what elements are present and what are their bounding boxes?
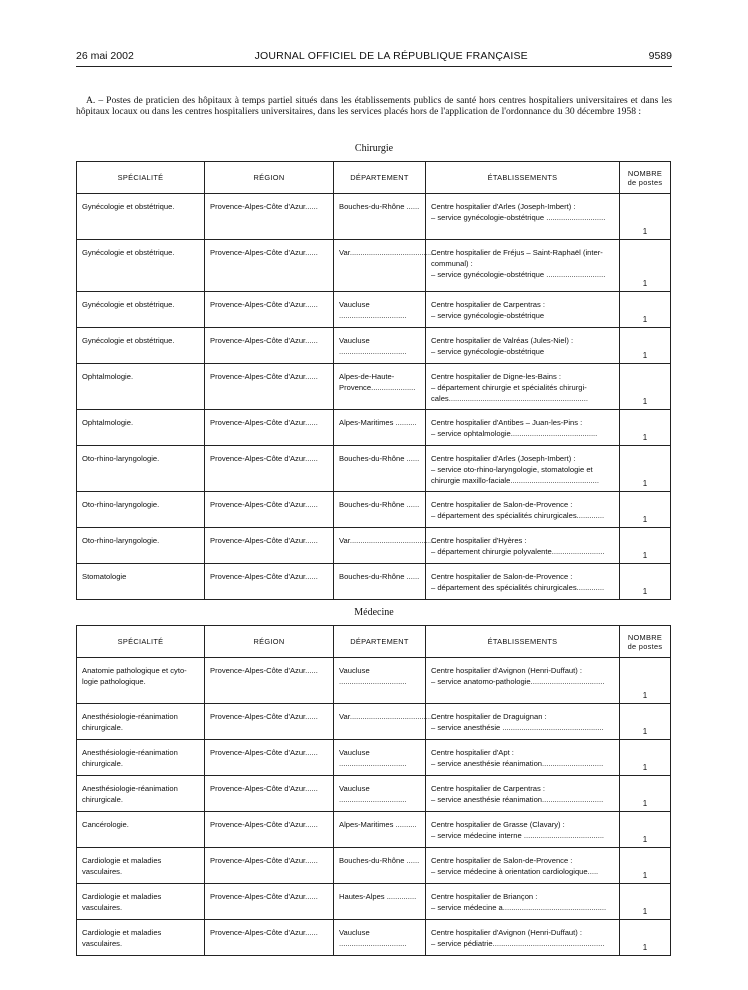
- table-row: [77, 848, 671, 884]
- table-row: [77, 776, 671, 812]
- cell-nombre: 1: [620, 240, 671, 292]
- cell-specialite: Anesthésiologie-réanimation chirurgicale.: [77, 704, 205, 740]
- cell-nombre: 1: [620, 292, 671, 328]
- cell-etablissement: Centre hospitalier de Fréjus – Saint-Raphaël (inter- communal) : – service gynécologie-obstétrique ............................: [426, 240, 620, 292]
- cell-etablissement: Centre hospitalier d'Antibes – Juan-les-Pins : – service ophtalmologie.........................................: [426, 410, 620, 446]
- cell-region: Provence-Alpes-Côte d'Azur......: [205, 528, 334, 564]
- header-nombre: NOMBRE de postes: [620, 626, 671, 658]
- cell-region: Provence-Alpes-Côte d'Azur......: [205, 492, 334, 528]
- cell-region: Provence-Alpes-Côte d'Azur......: [205, 704, 334, 740]
- cell-nombre: 1: [620, 328, 671, 364]
- cell-specialite: Stomatologie: [77, 564, 205, 600]
- cell-nombre: 1: [620, 884, 671, 920]
- table-row: [77, 704, 671, 740]
- header-nombre: NOMBRE de postes: [620, 162, 671, 194]
- header-specialite: SPÉCIALITÉ: [77, 626, 205, 658]
- header-rule: [76, 66, 672, 67]
- cell-nombre: 1: [620, 410, 671, 446]
- header-date: 26 mai 2002: [76, 50, 134, 62]
- cell-departement: Bouches-du-Rhône ......: [334, 194, 426, 240]
- cell-departement: Vaucluse ................................: [334, 740, 426, 776]
- cell-departement: Vaucluse ................................: [334, 920, 426, 956]
- cell-etablissement: Centre hospitalier de Grasse (Clavary) : – service médecine interne ......................................: [426, 812, 620, 848]
- cell-specialite: Cardiologie et maladies vasculaires.: [77, 920, 205, 956]
- cell-departement: Bouches-du-Rhône ......: [334, 848, 426, 884]
- cell-nombre: 1: [620, 740, 671, 776]
- table-row: [77, 410, 671, 446]
- header-region: RÉGION: [205, 162, 334, 194]
- page-header: [76, 48, 672, 64]
- table-row: [77, 492, 671, 528]
- table-row: [77, 920, 671, 956]
- cell-departement: Alpes-Maritimes ..........: [334, 812, 426, 848]
- table-body: [77, 658, 671, 956]
- cell-region: Provence-Alpes-Côte d'Azur......: [205, 240, 334, 292]
- cell-departement: Vaucluse ................................: [334, 292, 426, 328]
- cell-specialite: Oto-rhino-laryngologie.: [77, 446, 205, 492]
- table-chirurgie: [76, 161, 671, 600]
- cell-region: Provence-Alpes-Côte d'Azur......: [205, 812, 334, 848]
- cell-region: Provence-Alpes-Côte d'Azur......: [205, 194, 334, 240]
- cell-departement: Var.........................................: [334, 240, 426, 292]
- header-departement: DÉPARTEMENT: [334, 626, 426, 658]
- cell-region: Provence-Alpes-Côte d'Azur......: [205, 658, 334, 704]
- table-row: [77, 240, 671, 292]
- cell-etablissement: Centre hospitalier de Salon-de-Provence : – département des spécialités chirurgicales.............: [426, 564, 620, 600]
- table-header-row: [77, 162, 671, 194]
- intro-paragraph: A. – Postes de praticien des hôpitaux à temps partiel situés dans les établissements publics de santé hors centres hospitaliers universitaires et dans les hôpitaux locaux ou dans les centres hospitaliers universitaires, dans les services placés hors de l'application de l'ordonnance du 30 décembre 1958 :: [76, 95, 672, 117]
- cell-region: Provence-Alpes-Côte d'Azur......: [205, 740, 334, 776]
- cell-nombre: 1: [620, 920, 671, 956]
- cell-etablissement: Centre hospitalier de Carpentras : – service gynécologie-obstétrique: [426, 292, 620, 328]
- cell-specialite: Anesthésiologie-réanimation chirurgicale.: [77, 776, 205, 812]
- cell-specialite: Ophtalmologie.: [77, 364, 205, 410]
- cell-etablissement: Centre hospitalier d'Hyères : – département chirurgie polyvalente.........................: [426, 528, 620, 564]
- cell-region: Provence-Alpes-Côte d'Azur......: [205, 410, 334, 446]
- cell-etablissement: Centre hospitalier d'Apt : – service anesthésie réanimation.............................: [426, 740, 620, 776]
- cell-specialite: Oto-rhino-laryngologie.: [77, 528, 205, 564]
- cell-specialite: Ophtalmologie.: [77, 410, 205, 446]
- cell-etablissement: Centre hospitalier de Salon-de-Provence : – service médecine à orientation cardiologique.....: [426, 848, 620, 884]
- cell-region: Provence-Alpes-Côte d'Azur......: [205, 328, 334, 364]
- section-title-chirurgie: Chirurgie: [354, 143, 394, 154]
- cell-departement: Bouches-du-Rhône ......: [334, 446, 426, 492]
- cell-nombre: 1: [620, 492, 671, 528]
- table-medecine: [76, 625, 671, 956]
- table-row: [77, 658, 671, 704]
- cell-nombre: 1: [620, 446, 671, 492]
- cell-etablissement: Centre hospitalier de Draguignan : – service anesthésie ................................................: [426, 704, 620, 740]
- cell-region: Provence-Alpes-Côte d'Azur......: [205, 446, 334, 492]
- cell-region: Provence-Alpes-Côte d'Azur......: [205, 776, 334, 812]
- cell-region: Provence-Alpes-Côte d'Azur......: [205, 364, 334, 410]
- table-row: [77, 328, 671, 364]
- cell-departement: Bouches-du-Rhône ......: [334, 492, 426, 528]
- section-title-medecine: Médecine: [354, 607, 394, 618]
- cell-nombre: 1: [620, 564, 671, 600]
- header-region: RÉGION: [205, 626, 334, 658]
- cell-etablissement: Centre hospitalier de Briançon : – service médecine a.................................................: [426, 884, 620, 920]
- cell-region: Provence-Alpes-Côte d'Azur......: [205, 920, 334, 956]
- cell-etablissement: Centre hospitalier de Valréas (Jules-Niel) : – service gynécologie-obstétrique: [426, 328, 620, 364]
- header-title: JOURNAL OFFICIEL DE LA RÉPUBLIQUE FRANÇAISE: [254, 50, 528, 62]
- cell-nombre: 1: [620, 528, 671, 564]
- cell-nombre: 1: [620, 704, 671, 740]
- table-row: [77, 292, 671, 328]
- cell-specialite: Cardiologie et maladies vasculaires.: [77, 884, 205, 920]
- cell-region: Provence-Alpes-Côte d'Azur......: [205, 564, 334, 600]
- cell-nombre: 1: [620, 776, 671, 812]
- header-etablissements: ÉTABLISSEMENTS: [426, 626, 620, 658]
- table-header-row: [77, 626, 671, 658]
- header-specialite: SPÉCIALITÉ: [77, 162, 205, 194]
- cell-departement: Alpes-Maritimes ..........: [334, 410, 426, 446]
- cell-etablissement: Centre hospitalier de Salon-de-Provence : – département des spécialités chirurgicales.............: [426, 492, 620, 528]
- cell-etablissement: Centre hospitalier d'Avignon (Henri-Duffaut) : – service pédiatrie.....................................................: [426, 920, 620, 956]
- table-row: [77, 564, 671, 600]
- cell-departement: Bouches-du-Rhône ......: [334, 564, 426, 600]
- header-departement: DÉPARTEMENT: [334, 162, 426, 194]
- cell-specialite: Gynécologie et obstétrique.: [77, 240, 205, 292]
- cell-region: Provence-Alpes-Côte d'Azur......: [205, 848, 334, 884]
- cell-specialite: Anesthésiologie-réanimation chirurgicale.: [77, 740, 205, 776]
- cell-specialite: Cancérologie.: [77, 812, 205, 848]
- cell-nombre: 1: [620, 658, 671, 704]
- cell-etablissement: Centre hospitalier de Carpentras : – service anesthésie réanimation.............................: [426, 776, 620, 812]
- cell-nombre: 1: [620, 812, 671, 848]
- cell-nombre: 1: [620, 848, 671, 884]
- cell-departement: Var.........................................: [334, 528, 426, 564]
- table-row: [77, 740, 671, 776]
- cell-nombre: 1: [620, 194, 671, 240]
- cell-departement: Vaucluse ................................: [334, 658, 426, 704]
- cell-nombre: 1: [620, 364, 671, 410]
- cell-specialite: Gynécologie et obstétrique.: [77, 292, 205, 328]
- table-row: [77, 812, 671, 848]
- table-body: [77, 194, 671, 600]
- cell-specialite: Gynécologie et obstétrique.: [77, 328, 205, 364]
- cell-etablissement: Centre hospitalier de Digne-les-Bains : – département chirurgie et spécialités chirurgi- cales..................................................................: [426, 364, 620, 410]
- cell-specialite: Cardiologie et maladies vasculaires.: [77, 848, 205, 884]
- header-etablissements: ÉTABLISSEMENTS: [426, 162, 620, 194]
- table-row: [77, 446, 671, 492]
- cell-departement: Hautes-Alpes ..............: [334, 884, 426, 920]
- table-row: [77, 364, 671, 410]
- cell-departement: Vaucluse ................................: [334, 776, 426, 812]
- cell-departement: Vaucluse ................................: [334, 328, 426, 364]
- cell-specialite: Gynécologie et obstétrique.: [77, 194, 205, 240]
- table-row: [77, 884, 671, 920]
- cell-specialite: Anatomie pathologique et cyto- logie pathologique.: [77, 658, 205, 704]
- cell-departement: Alpes-de-Haute- Provence.....................: [334, 364, 426, 410]
- cell-etablissement: Centre hospitalier d'Arles (Joseph-Imbert) : – service oto-rhino-laryngologie, stomatologie et chirurgie maxillo-faciale..........................................: [426, 446, 620, 492]
- cell-region: Provence-Alpes-Côte d'Azur......: [205, 292, 334, 328]
- table-row: [77, 194, 671, 240]
- cell-etablissement: Centre hospitalier d'Avignon (Henri-Duffaut) : – service anatomo-pathologie...................................: [426, 658, 620, 704]
- table-row: [77, 528, 671, 564]
- cell-specialite: Oto-rhino-laryngologie.: [77, 492, 205, 528]
- cell-departement: Var.........................................: [334, 704, 426, 740]
- cell-etablissement: Centre hospitalier d'Arles (Joseph-Imbert) : – service gynécologie-obstétrique ............................: [426, 194, 620, 240]
- cell-region: Provence-Alpes-Côte d'Azur......: [205, 884, 334, 920]
- header-page-number: 9589: [648, 50, 672, 62]
